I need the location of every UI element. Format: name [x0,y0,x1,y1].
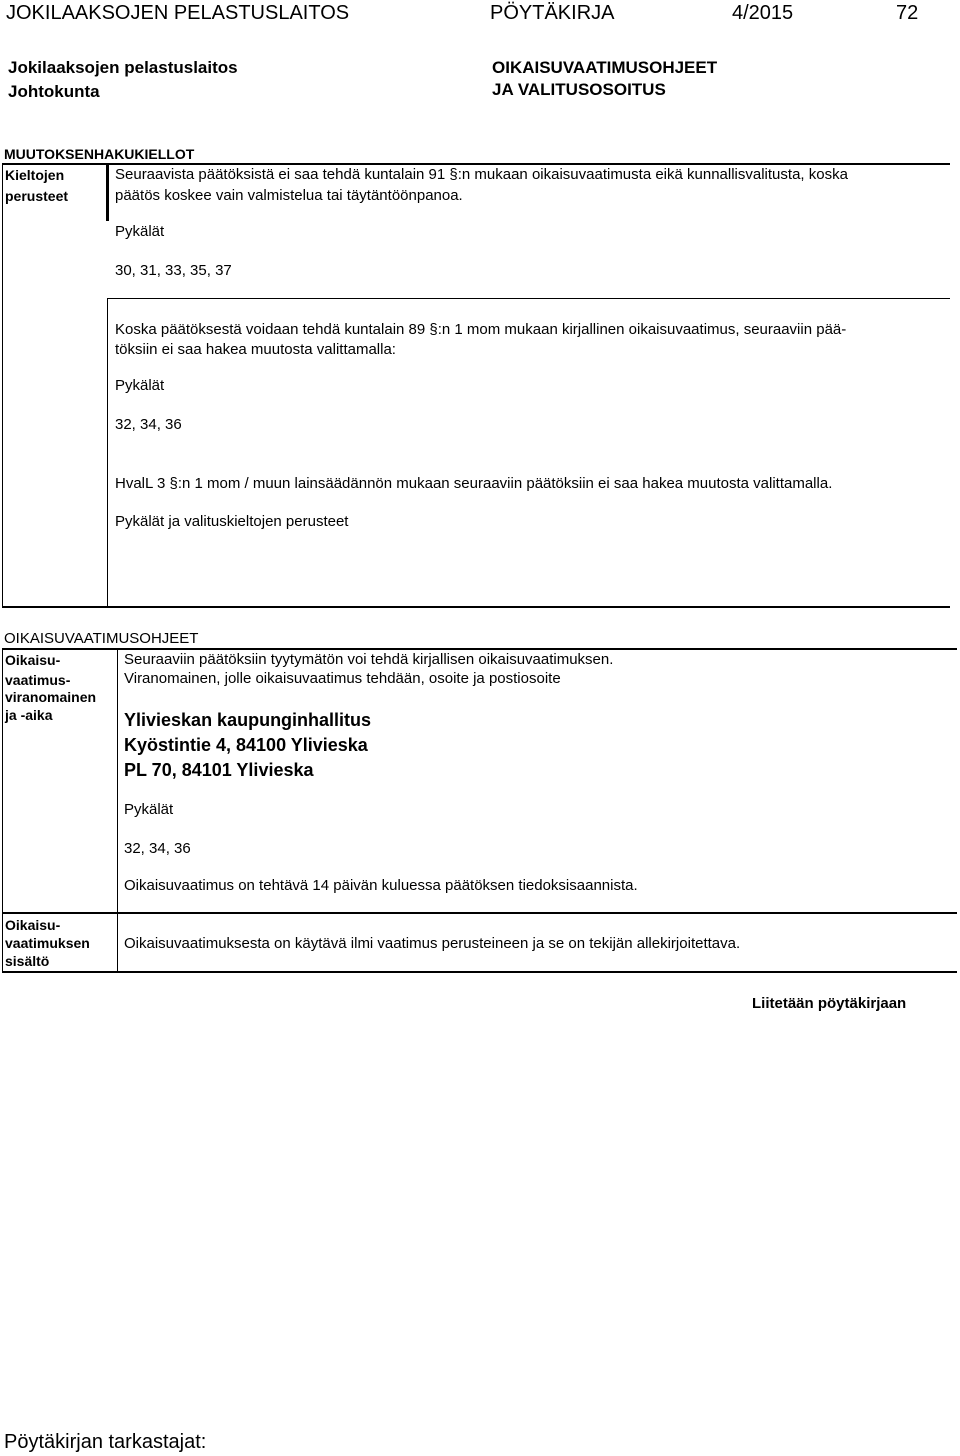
document-type: PÖYTÄKIRJA [490,2,615,24]
restrictions-sections1-value: 30, 31, 33, 35, 37 [115,262,232,279]
appeal-top-rule [2,648,957,650]
attach-note: Liitetään pöytäkirjaan [752,995,907,1012]
restrictions-sections2-label: Pykälät [115,377,165,394]
document-number: 4/2015 [732,2,794,24]
organization-header: JOKILAAKSOJEN PELASTUSLAITOS [6,2,350,24]
page-number: 72 [896,2,919,24]
appeal-sections-value: 32, 34, 36 [124,840,191,857]
body-name: Johtokunta [8,82,100,101]
document-title-line2: JA VALITUSOSOITUS [492,80,666,99]
restrictions-sections3-label: Pykälät ja valituskieltojen perusteet [115,513,349,530]
appeal-label1-line1: Oikaisu- [5,652,61,668]
restrictions-sections1-label: Pykälät [115,223,165,240]
appeal-column-divider [117,650,118,971]
restrictions-column-divider [107,298,108,607]
appeal-middle-rule [2,912,957,914]
appeal-authority: Ylivieskan kaupunginhallitus [124,710,372,730]
appeal-heading: OIKAISUVAATIMUSOHJEET [4,630,199,647]
restrictions-label-line2: perusteet [5,188,69,204]
restrictions-paragraph2-line1: Koska päätöksestä voidaan tehdä kuntalain 89 §:n 1 mom mukaan kirjallinen oikaisuvaatimus, seuraaviin pää- [115,321,847,338]
organization-name: Jokilaaksojen pelastuslaitos [8,58,238,77]
reviewers-label: Pöytäkirjan tarkastajat: [4,1431,207,1453]
appeal-label1-line4: ja -aika [5,707,53,723]
appeal-address1: Kyöstintie 4, 84100 Ylivieska [124,735,368,755]
appeal-label1-line3: viranomainen [5,689,97,705]
restrictions-paragraph1-line2: päätös koskee vain valmistelua tai täytäntöönpanoa. [115,187,463,204]
restrictions-heading: MUUTOKSENHAKUKIELLOT [4,146,195,162]
document-title-line1: OIKAISUVAATIMUSOHJEET [492,58,718,77]
restrictions-sections2-value: 32, 34, 36 [115,416,182,433]
restrictions-bottom-rule [2,606,950,608]
restrictions-label-line1: Kieltojen [5,167,65,183]
restrictions-paragraph3: HvalL 3 §:n 1 mom / muun lainsäädännön mukaan seuraaviin päätöksiin ei saa hakea muutosta valittamalla. [115,475,833,492]
restrictions-left-border [2,165,3,607]
appeal-address2: PL 70, 84101 Ylivieska [124,760,314,780]
appeal-deadline: Oikaisuvaatimus on tehtävä 14 päivän kuluessa päätöksen tiedoksisaannista. [124,877,638,894]
restrictions-top-rule [2,163,950,165]
restrictions-paragraph1-line1: Seuraavista päätöksistä ei saa tehdä kuntalain 91 §:n mukaan oikaisuvaatimusta eikä kunnallisvalitusta, koska [115,166,848,183]
restrictions-paragraph2-line2: töksiin ei saa hakea muutosta valittamalla: [115,341,396,358]
restrictions-column-divider-thick [106,165,109,221]
appeal-line2: Viranomainen, jolle oikaisuvaatimus tehdään, osoite ja postiosoite [124,670,561,687]
appeal-bottom-rule [2,971,957,973]
appeal-line1: Seuraaviin päätöksiin tyytymätön voi tehdä kirjallisen oikaisuvaatimuksen. [124,651,614,668]
restrictions-divider-rule [107,298,950,299]
appeal-sections-label: Pykälät [124,801,174,818]
appeal-label2-line3: sisältö [5,953,50,969]
appeal-label2-line2: vaatimuksen [5,935,90,951]
appeal-left-border [2,650,3,971]
appeal-content-text: Oikaisuvaatimuksesta on käytävä ilmi vaatimus perusteineen ja se on tekijän allekirjoitettava. [124,935,741,952]
appeal-label1-line2: vaatimus- [5,672,71,688]
appeal-label2-line1: Oikaisu- [5,917,61,933]
